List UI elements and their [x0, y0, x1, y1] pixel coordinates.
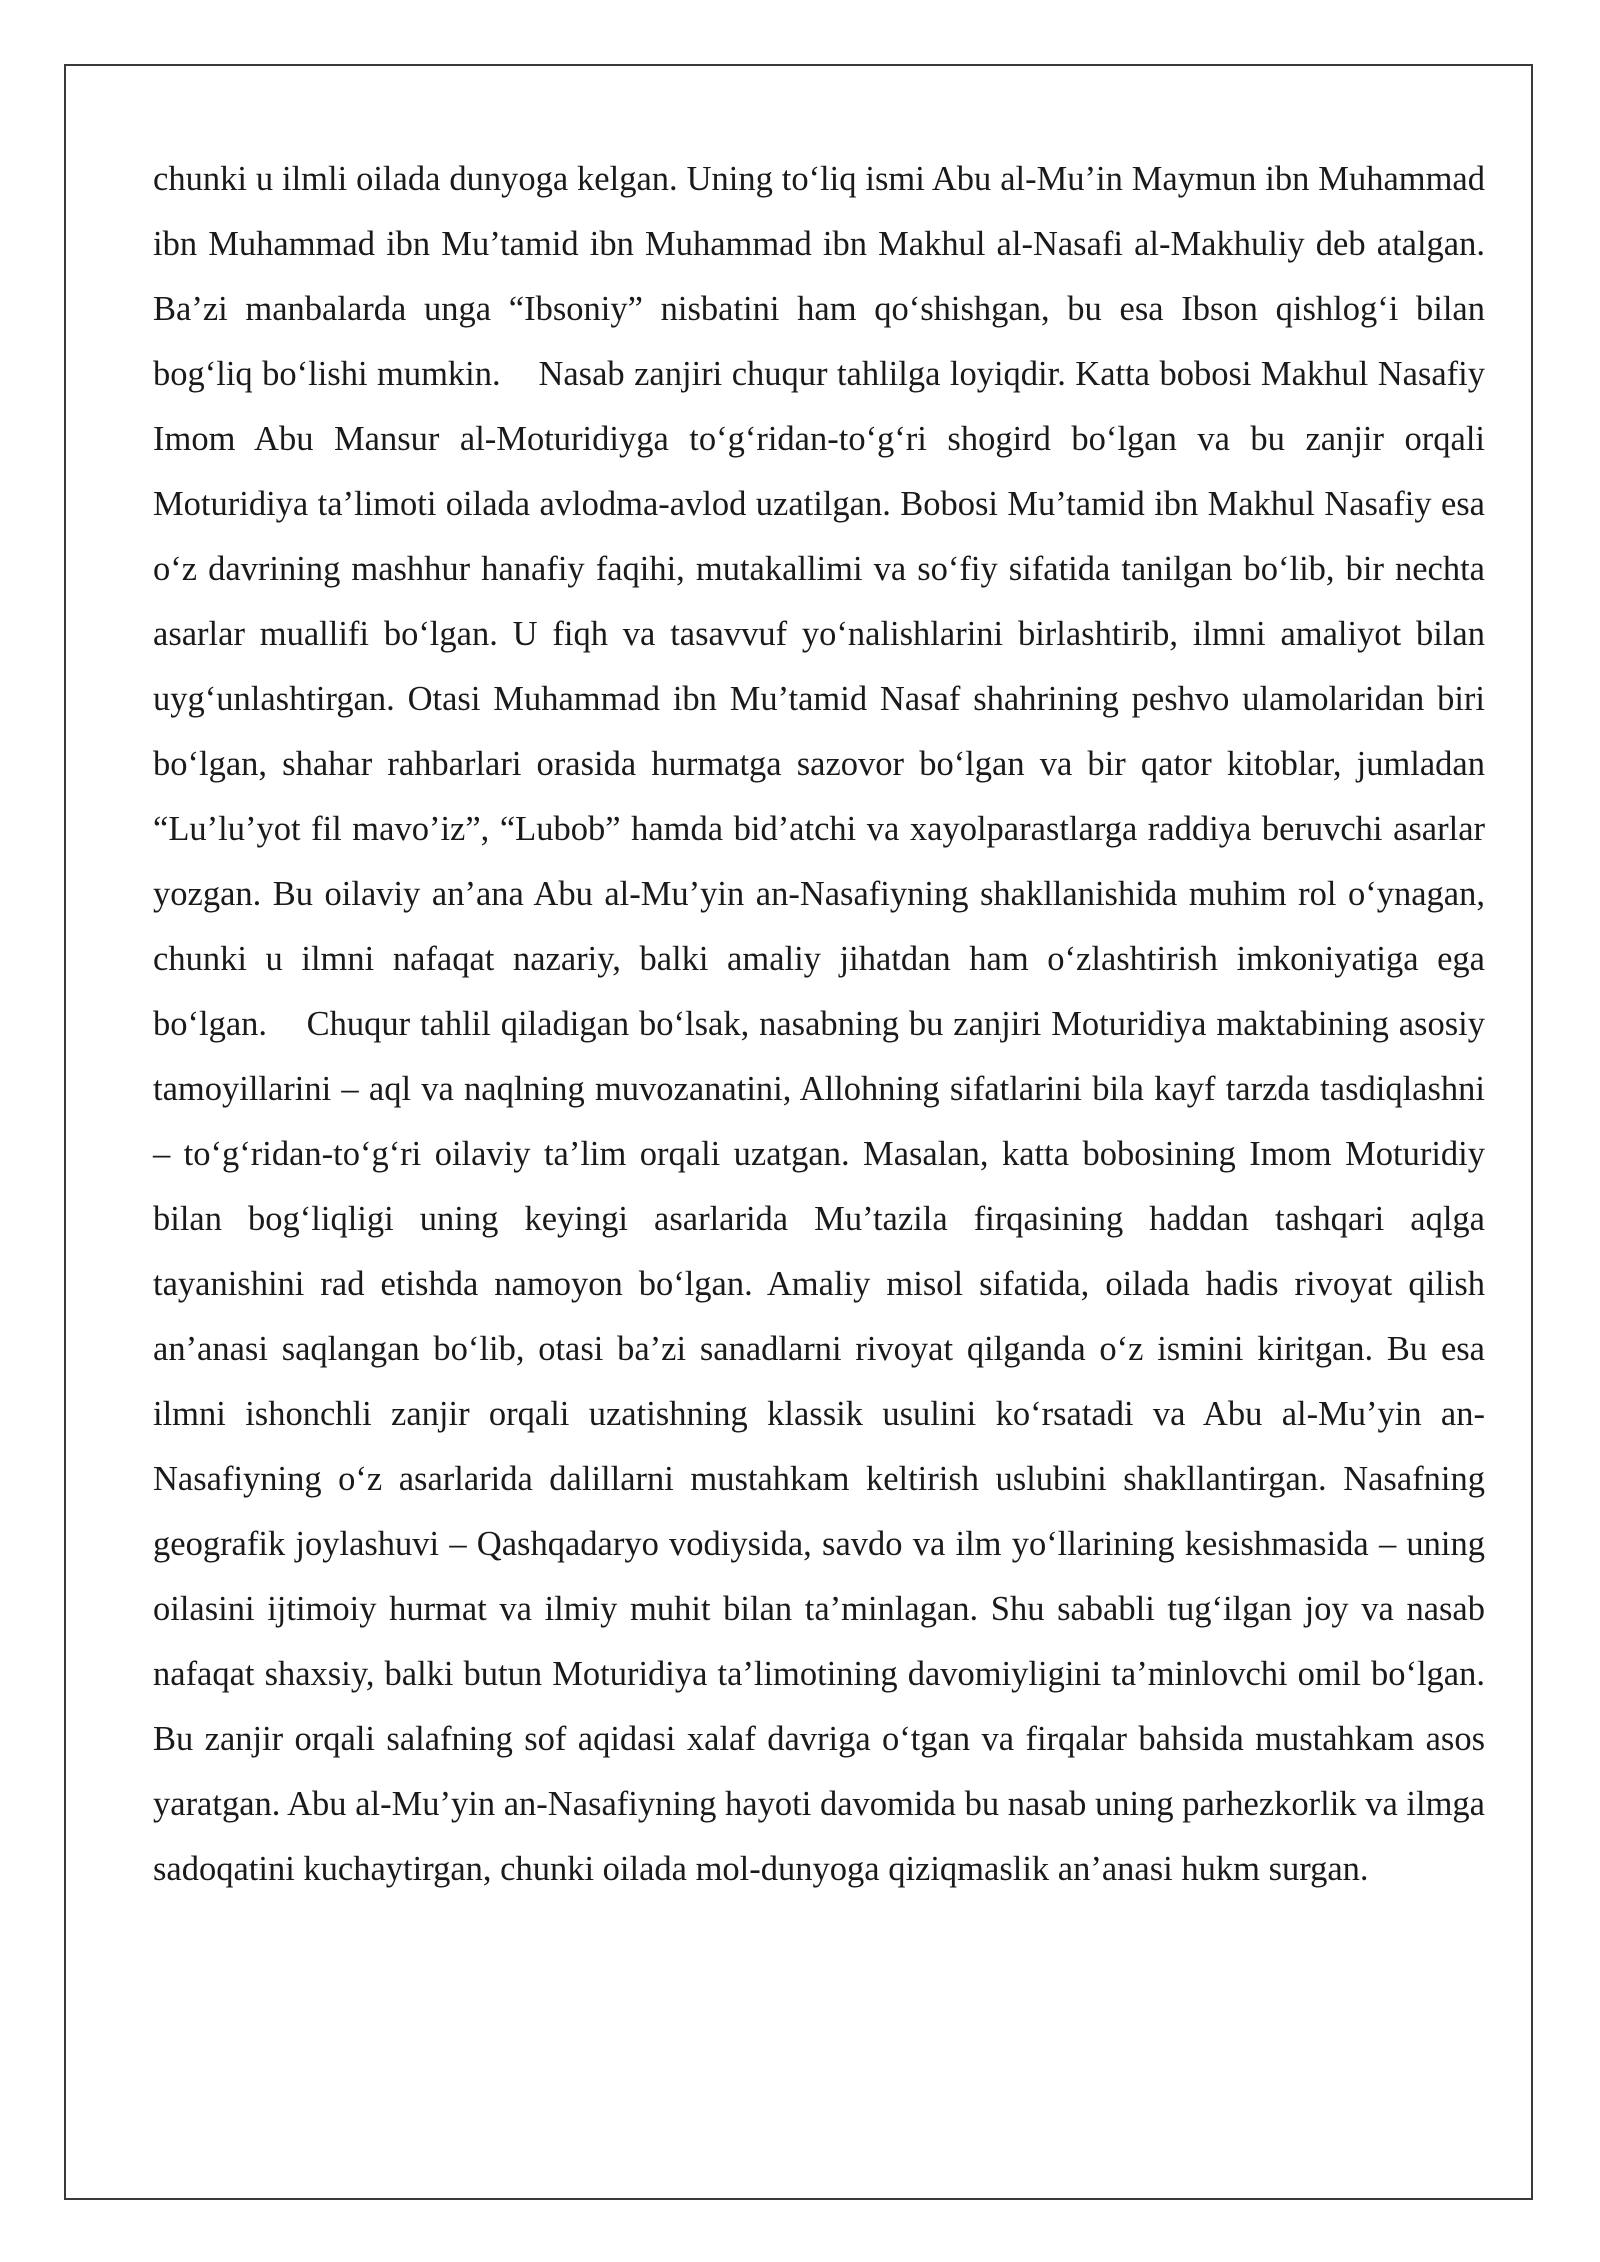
body-paragraph: chunki u ilmli oilada dunyoga kelgan. Uning to‘liq ismi Abu al-Mu’in Maymun ibn Muhammad ibn Muhammad ibn Mu’tamid ibn Muhammad ibn Makhul al-Nasafi al-Makhuliy deb atalgan. Ba’zi manbalarda unga “Ibsoniy” nisbatini ham qo‘shishgan, bu esa Ibson qishlog‘i bilan bog‘liq bo‘lishi mumkin. Nasab zanjiri chuqur tahlilga loyiqdir. Katta bobosi Makhul Nasafiy Imom Abu Mansur al-Moturidiyga to‘g‘ridan-to‘g‘ri shogird bo‘lgan va bu zanjir orqali Moturidiya ta’limoti oilada avlodma-avlod uzatilgan. Bobosi Mu’tamid ibn Makhul Nasafiy esa o‘z davrining mashhur hanafiy faqihi, mutakallimi va so‘fiy sifatida tanilgan bo‘lib, bir nechta asarlar muallifi bo‘lgan. U fiqh va tasavvuf yo‘nalishlarini birlashtirib, ilmni amaliyot bilan uyg‘unlashtirgan. Otasi Muhammad ibn Mu’tamid Nasaf shahrining peshvo ulamolaridan biri bo‘lgan, shahar rahbarlari orasida hurmatga sazovor bo‘lgan va bir qator kitoblar, jumladan “Lu’lu’yot fil mavo’iz”, “Lubob” hamda bid’atchi va xayolparastlarga raddiya beruvchi asarlar yozgan. Bu oilaviy an’ana Abu al-Mu’yin an-Nasafiyning shakllanishida muhim rol o‘ynagan, chunki u ilmni nafaqat nazariy, balki amaliy jihatdan ham o‘zlashtirish imkoniyatiga ega bo‘lgan. Chuqur tahlil qiladigan bo‘lsak, nasabning bu zanjiri Moturidiya maktabining asosiy tamoyillarini – aql va naqlning muvozanatini, Allohning sifatlarini bila kayf tarzda tasdiqlashni – to‘g‘ridan-to‘g‘ri oilaviy ta’lim orqali uzatgan. Masalan, katta bobosining Imom Moturidiy bilan bog‘liqligi uning keyingi asarlarida Mu’tazila firqasining haddan tashqari aqlga tayanishini rad etishda namoyon bo‘lgan. Amaliy misol sifatida, oilada hadis rivoyat qilish an’anasi saqlangan bo‘lib, otasi ba’zi sanadlarni rivoyat qilganda o‘z ismini kiritgan. Bu esa ilmni ishonchli zanjir orqali uzatishning klassik usulini ko‘rsatadi va Abu al-Mu’yin an-Nasafiyning o‘z asarlarida dalillarni mustahkam keltirish uslubini shakllantirgan. Nasafning geografik joylashuvi – Qashqadaryo vodiysida, savdo va ilm yo‘llarining kesishmasida – uning oilasini ijtimoiy hurmat va ilmiy muhit bilan ta’minlagan. Shu sababli tug‘ilgan joy va nasab nafaqat shaxsiy, balki butun Moturidiya ta’limotining davomiyligini ta’minlovchi omil bo‘lgan. Bu zanjir orqali salafning sof aqidasi xalaf davriga o‘tgan va firqalar bahsida mustahkam asos yaratgan. Abu al-Mu’yin an-Nasafiyning hayoti davomida bu nasab uning parhezkorlik va ilmga sadoqatini kuchaytirgan, chunki oilada mol-dunyoga qiziqmaslik an’anasi hukm surgan. [153, 160, 1494, 1888]
